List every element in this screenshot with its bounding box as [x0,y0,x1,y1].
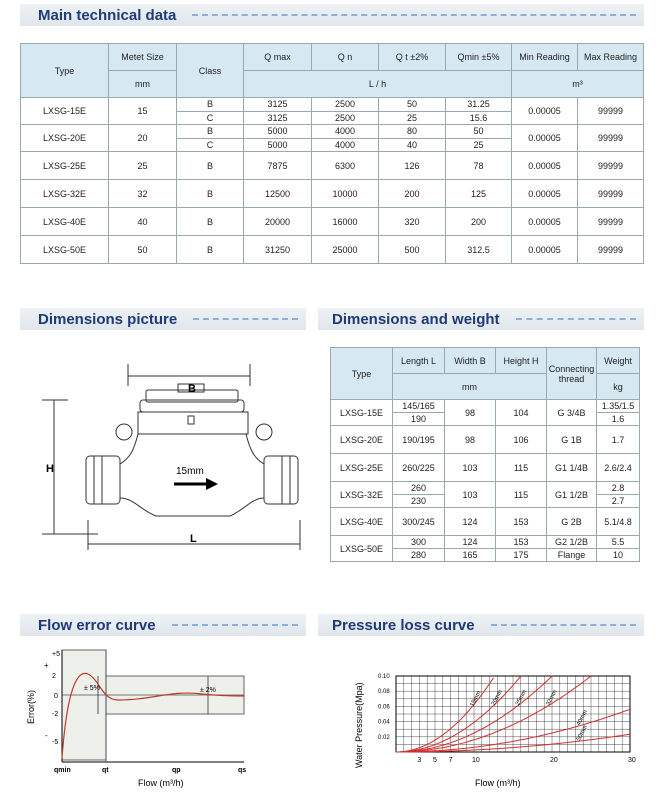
cell-class: B [177,98,244,112]
cell-qt: 80 [379,125,446,139]
series-label: 25mm [515,689,529,707]
cell-qmin: 200 [446,208,512,236]
col-class: Class [177,44,244,98]
cell-type: LXSG-20E [21,125,109,152]
divider [172,624,298,626]
meter-outlet [264,456,298,504]
col-qn: Q n [312,44,379,71]
section-main-technical [20,4,644,26]
col-height: Height H [496,348,547,374]
cell-qn: 4000 [312,138,379,152]
section-title: Pressure loss curve [332,616,475,634]
table-row [21,208,644,236]
cell-thread: G 1B [547,426,597,454]
cell-weight: 2.8 [597,482,640,495]
table-row [21,152,644,180]
xtick-qp: qp [172,767,181,774]
cell-min: 0.00005 [512,98,578,125]
meter-register [138,412,248,434]
cell-min: 0.00005 [512,180,578,208]
cell-size: 25 [109,152,177,180]
col-min-reading: Min Reading [512,44,578,71]
cell-height: 104 [496,400,547,426]
cell-class: B [177,180,244,208]
band-low-label: ± 5% [84,685,100,692]
x-tick-label: 5 [433,757,437,764]
cell-max: 99999 [578,98,644,125]
y-tick-label: 0.08 [378,689,390,696]
section-title: Dimensions and weight [332,310,500,328]
col-qmax: Q max [244,44,312,71]
section-dimensions-picture [20,308,306,330]
cell-max: 99999 [578,208,644,236]
cell-class: B [177,236,244,264]
section-title: Main technical data [38,6,177,24]
unit-lh: L / h [244,71,512,98]
table-row [21,180,644,208]
pressure-loss-chart [350,668,644,792]
cell-qmax: 7875 [244,152,312,180]
cell-qmax: 5000 [244,125,312,139]
xtick-qs: qs [238,767,247,774]
cell-max: 99999 [578,125,644,152]
technical-data-table [20,43,644,264]
unit-mm: mm [109,71,177,98]
cell-type: LXSG-40E [331,508,393,536]
cell-width: 124 [445,508,496,536]
cell-thread: G1 1/2B [547,482,597,508]
x-tick-label: 7 [448,757,453,764]
section-flow-error [20,614,306,636]
y-axis-label: Error(%) [26,690,36,724]
cell-qn: 6300 [312,152,379,180]
cell-type: LXSG-20E [331,426,393,454]
ytick-0: 0 [54,693,58,700]
cell-width: 124 [445,536,496,549]
unit-kg: kg [597,374,640,400]
col-qt: Q t ±2% [379,44,446,71]
cell-qmin: 31.25 [446,98,512,112]
col-type: Type [331,348,393,400]
cell-qt: 500 [379,236,446,264]
y-tick-label: 0.02 [378,734,390,741]
cell-length: 300 [393,536,445,549]
flow-arrow [174,478,218,490]
cell-qn: 4000 [312,125,379,139]
cell-weight: 10 [597,549,640,562]
cell-qt: 40 [379,138,446,152]
table-row [331,400,640,413]
cell-type: LXSG-50E [331,536,393,562]
ytick-sign-plus: + [44,661,49,670]
cell-class: C [177,111,244,125]
xtick-qt: qt [102,767,109,774]
cell-height: 115 [496,454,547,482]
ytick-minus2: -2 [52,711,59,718]
cell-weight: 1.6 [597,413,640,426]
cell-thread: Flange [547,549,597,562]
cell-qmax: 5000 [244,138,312,152]
cell-size: 15 [109,98,177,125]
label-l: L [190,533,197,545]
cell-length: 145/165 [393,400,445,413]
label-h: H [46,463,54,475]
y-axis-label: Water Pressure(Mpa) [354,682,364,768]
col-qmin: Qmin ±5% [446,44,512,71]
cell-type: LXSG-25E [21,152,109,180]
table-row [331,508,640,536]
x-tick-label: 10 [472,757,480,764]
cell-class: B [177,125,244,139]
cell-weight: 5.1/4.8 [597,508,640,536]
cell-size: 20 [109,125,177,152]
divider [491,624,636,626]
ytick-sign-minus: - [45,731,48,740]
cell-qmin: 125 [446,180,512,208]
cell-size: 32 [109,180,177,208]
col-meter-size: Metet Size [109,44,177,71]
series-label: 32mm [545,689,559,707]
cell-weight: 2.7 [597,495,640,508]
col-length: Length L [393,348,445,374]
x-axis-label: Flow (m³/h) [475,778,521,788]
cell-qn: 16000 [312,208,379,236]
col-max-reading: Max Reading [578,44,644,71]
y-tick-label: 0.04 [378,719,390,726]
cell-height: 175 [496,549,547,562]
cell-length: 300/245 [393,508,445,536]
divider [193,318,298,320]
chart-grid [396,676,630,752]
cell-thread: G 2B [547,508,597,536]
x-axis-label: Flow (m³/h) [138,778,184,788]
cell-height: 106 [496,426,547,454]
cell-type: LXSG-15E [331,400,393,426]
meter-seal [256,424,272,440]
cell-min: 0.00005 [512,208,578,236]
cell-type: LXSG-32E [21,180,109,208]
series-label: 40mm [575,709,590,727]
cell-qmax: 20000 [244,208,312,236]
cell-qmin: 15.6 [446,111,512,125]
cell-qt: 320 [379,208,446,236]
band-high-label: ± 2% [200,687,216,694]
section-pressure-loss [318,614,644,636]
cell-qmax: 3125 [244,111,312,125]
cell-weight: 5.5 [597,536,640,549]
ytick-minus5: -5 [52,739,59,746]
table-row [331,426,640,454]
cell-size: 50 [109,236,177,264]
cell-qmin: 312.5 [446,236,512,264]
cell-qt: 126 [379,152,446,180]
cell-qt: 25 [379,111,446,125]
cell-qt: 50 [379,98,446,112]
cell-qmin: 25 [446,138,512,152]
cell-qn: 10000 [312,180,379,208]
cell-length: 190 [393,413,445,426]
col-type: Type [21,44,109,98]
cell-qmax: 3125 [244,98,312,112]
cell-type: LXSG-40E [21,208,109,236]
cell-width: 98 [445,400,496,426]
cell-qn: 2500 [312,98,379,112]
col-thread: Connecting thread [547,348,597,400]
cell-max: 99999 [578,180,644,208]
section-dimensions-weight [318,308,644,330]
cell-thread: G2 1/2B [547,536,597,549]
cell-qn: 2500 [312,111,379,125]
cell-width: 165 [445,549,496,562]
divider [516,318,636,320]
cell-class: B [177,152,244,180]
table-row [331,482,640,495]
meter-seal [116,424,132,440]
cell-type: LXSG-50E [21,236,109,264]
section-title: Dimensions picture [38,310,178,328]
cell-qmin: 78 [446,152,512,180]
dimensions-weight-table [330,347,640,562]
ytick-plus5: +5 [52,651,60,658]
cell-qmax: 31250 [244,236,312,264]
cell-thread: G1 1/4B [547,454,597,482]
col-weight: Weight [597,348,640,374]
label-b: B [188,383,196,395]
cell-length: 230 [393,495,445,508]
cell-max: 99999 [578,152,644,180]
y-tick-label: 0.10 [378,674,390,680]
series-label: 50mm [575,724,590,743]
x-tick-label: 20 [550,757,558,764]
meter-screw [188,416,194,424]
cell-thread: G 3/4B [547,400,597,426]
cell-min: 0.00005 [512,125,578,152]
series-label: 15mm [469,690,483,708]
cell-qt: 200 [379,180,446,208]
meter-inlet [86,456,120,504]
cell-weight: 1.35/1.5 [597,400,640,413]
cell-size: 40 [109,208,177,236]
y-tick-label: 0.06 [378,704,390,711]
cell-class: C [177,138,244,152]
table-row [21,236,644,264]
unit-mm: mm [393,374,547,400]
meter-drawing [38,360,308,556]
flow-error-chart [22,644,252,792]
unit-m3: m³ [512,71,644,98]
cell-qmin: 50 [446,125,512,139]
col-width: Width B [445,348,496,374]
cell-height: 153 [496,536,547,549]
cell-class: B [177,208,244,236]
cell-weight: 2.6/2.4 [597,454,640,482]
cell-type: LXSG-25E [331,454,393,482]
ytick-plus2: 2 [52,673,56,680]
cell-weight: 1.7 [597,426,640,454]
cell-width: 103 [445,454,496,482]
cell-length: 190/195 [393,426,445,454]
divider [192,14,636,16]
cell-height: 153 [496,508,547,536]
cell-length: 260 [393,482,445,495]
x-tick-label: 3 [417,757,422,764]
table-row [331,454,640,482]
cell-qmax: 12500 [244,180,312,208]
series-label: 20mm [490,689,504,707]
cell-length: 260/225 [393,454,445,482]
table-row [21,125,644,139]
cell-type: LXSG-32E [331,482,393,508]
cell-type: LXSG-15E [21,98,109,125]
cell-height: 115 [496,482,547,508]
cell-min: 0.00005 [512,236,578,264]
table-row [21,98,644,112]
cell-width: 103 [445,482,496,508]
x-tick-label: 30 [628,757,636,764]
cell-length: 280 [393,549,445,562]
cell-width: 98 [445,426,496,454]
xtick-qmin: qmin [54,767,71,774]
cell-qn: 25000 [312,236,379,264]
table-row [331,536,640,549]
cell-min: 0.00005 [512,152,578,180]
label-size: 15mm [176,466,204,477]
cell-max: 99999 [578,236,644,264]
section-title: Flow error curve [38,616,156,634]
